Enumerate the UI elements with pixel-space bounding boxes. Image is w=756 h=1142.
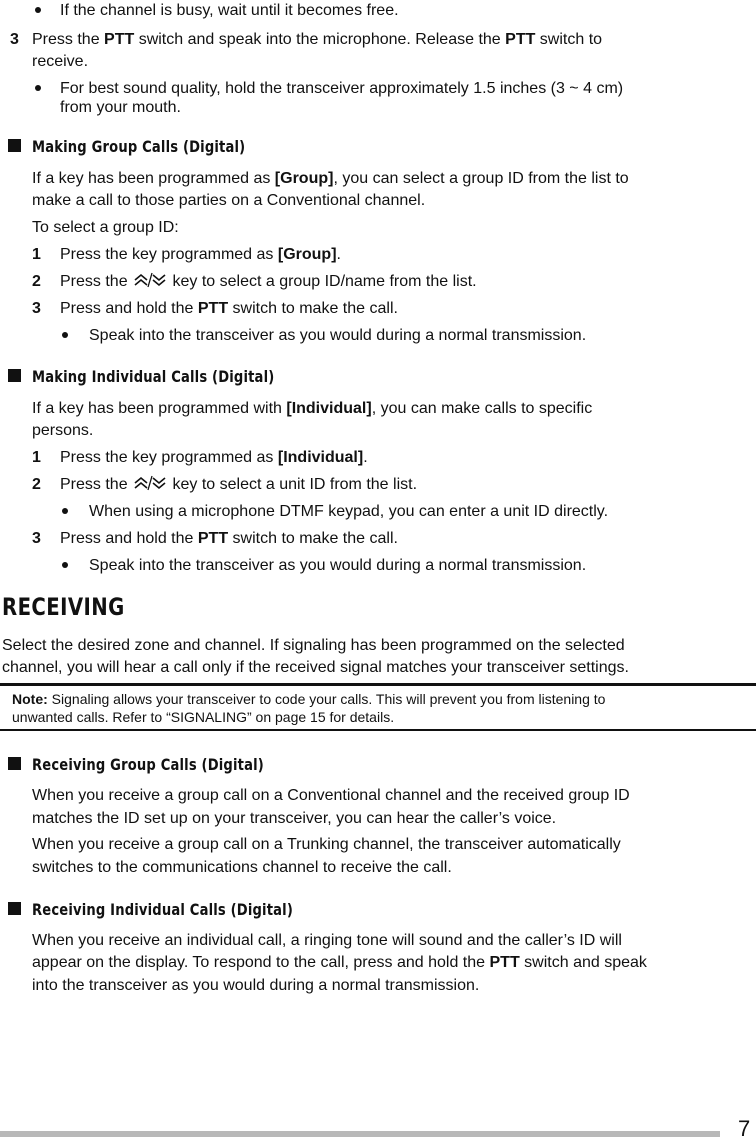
section-square-icon (8, 139, 21, 152)
note-text-l1: Signaling allows your transceiver to code your calls. This will prevent you from listening to (47, 691, 606, 707)
group-step1-b: . (336, 246, 341, 263)
individual-key-label: [Individual] (277, 449, 364, 466)
bullet-dot (35, 85, 41, 91)
heading-receiving-individual-calls: Receiving Individual Calls (Digital) (32, 900, 293, 919)
receiving-para-l1: Select the desired zone and channel. If signaling has been programmed on the selected (2, 637, 625, 654)
step3-text-c: switch to (535, 31, 603, 48)
receiving-para-l2: channel, you will hear a call only if the received signal matches your transceiver settings. (2, 659, 629, 676)
group-step3-a: Press and hold the (60, 300, 198, 317)
step3-text-a: Press the (32, 31, 105, 48)
group-step2-b: key to select a group ID/name from the list. (168, 273, 477, 290)
section-square-icon (8, 902, 21, 915)
step-number: 2 (32, 476, 41, 493)
step-number: 1 (32, 246, 41, 263)
footer-bar (0, 1131, 720, 1137)
group-select-intro: To select a group ID: (32, 219, 179, 236)
step-number: 1 (32, 449, 41, 466)
bullet-dot (62, 562, 68, 568)
step-number: 2 (32, 273, 41, 290)
group-para-b: , you can select a group ID from the list to (333, 170, 629, 187)
note-line2: unwanted calls. Refer to “SIGNALING” on page 15 for details. (12, 709, 395, 725)
recv-group-p1-l2: matches the ID set up on your transceiver, you can hear the caller’s voice. (32, 810, 557, 827)
heading-group-calls: Making Group Calls (Digital) (32, 137, 246, 156)
step3-text-b: switch and speak into the microphone. Release the (134, 31, 506, 48)
page-number: 7 (738, 1116, 751, 1141)
step-number: 3 (32, 530, 41, 547)
group-step1-a: Press the key programmed as (60, 246, 278, 263)
individual-step3-b: switch to make the call. (228, 530, 398, 547)
section-title-receiving: RECEIVING (2, 593, 125, 621)
bullet-channel-busy: If the channel is busy, wait until it becomes free. (60, 2, 399, 19)
individual-step1 (60, 447, 368, 468)
group-key-label: [Group] (274, 170, 334, 187)
recv-individual-l2-a: appear on the display. To respond to the call, press and hold the (32, 954, 490, 971)
group-key-label: [Group] (277, 246, 337, 263)
section-square-icon (8, 757, 21, 770)
ptt-label: PTT (197, 530, 229, 547)
note-line1 (12, 691, 605, 708)
individual-para-a: If a key has been programmed with (32, 400, 287, 417)
up-down-arrow-icon (133, 475, 167, 491)
individual-step1-a: Press the key programmed as (60, 449, 278, 466)
individual-step2 (60, 474, 417, 495)
individual-para-l2: persons. (32, 422, 94, 439)
recv-group-p1-l1: When you receive a group call on a Conventional channel and the received group ID (32, 787, 630, 804)
heading-receiving-group-calls: Receiving Group Calls (Digital) (32, 755, 264, 774)
recv-individual-l2-b: switch and speak (519, 954, 647, 971)
recv-individual-l1: When you receive an individual call, a ringing tone will sound and the caller’s ID will (32, 932, 622, 949)
group-step2-a: Press the (60, 273, 133, 290)
heading-individual-calls: Making Individual Calls (Digital) (32, 367, 275, 386)
individual-step2-b: key to select a unit ID from the list. (168, 476, 418, 493)
bullet-sound-quality-l2: from your mouth. (60, 99, 181, 116)
note-top-rule (0, 683, 756, 686)
ptt-label: PTT (197, 300, 229, 317)
step3-text (32, 29, 602, 50)
bullet-dot (35, 7, 41, 13)
bullet-sound-quality-l1: For best sound quality, hold the transceiver approximately 1.5 inches (3 ~ 4 cm) (60, 80, 624, 97)
individual-key-label: [Individual] (286, 400, 372, 417)
individual-step1-b: . (363, 449, 368, 466)
ptt-label: PTT (505, 31, 536, 48)
group-bullet-speak: Speak into the transceiver as you would during a normal transmission. (89, 327, 587, 344)
note-label: Note: (12, 691, 48, 707)
recv-individual-l3: into the transceiver as you would during a normal transmission. (32, 977, 480, 994)
ptt-label: PTT (489, 954, 520, 971)
individual-para-b: , you can make calls to specific (371, 400, 593, 417)
recv-group-p2-l1: When you receive a group call on a Trunking channel, the transceiver automatically (32, 836, 621, 853)
individual-step3 (60, 528, 398, 549)
section-square-icon (8, 369, 21, 382)
ptt-label: PTT (104, 31, 135, 48)
step3-text-line2: receive. (32, 53, 89, 70)
step-number: 3 (32, 300, 41, 317)
bullet-dot (62, 508, 68, 514)
bullet-dot (62, 332, 68, 338)
individual-para-l1 (32, 398, 592, 419)
group-step3 (60, 298, 398, 319)
group-step1 (60, 244, 341, 265)
step-number: 3 (10, 31, 19, 48)
individual-bullet-speak: Speak into the transceiver as you would during a normal transmission. (89, 557, 587, 574)
up-down-arrow-icon (133, 272, 167, 288)
individual-step3-a: Press and hold the (60, 530, 198, 547)
recv-group-p2-l2: switches to the communications channel to receive the call. (32, 859, 452, 876)
individual-bullet-dtmf: When using a microphone DTMF keypad, you can enter a unit ID directly. (89, 503, 609, 520)
group-para-l1 (32, 168, 629, 189)
group-para-a: If a key has been programmed as (32, 170, 275, 187)
group-step3-b: switch to make the call. (228, 300, 398, 317)
individual-step2-a: Press the (60, 476, 133, 493)
group-para-l2: make a call to those parties on a Conventional channel. (32, 192, 426, 209)
note-bottom-rule (0, 729, 756, 731)
group-step2 (60, 271, 477, 292)
recv-individual-l2 (32, 952, 647, 973)
